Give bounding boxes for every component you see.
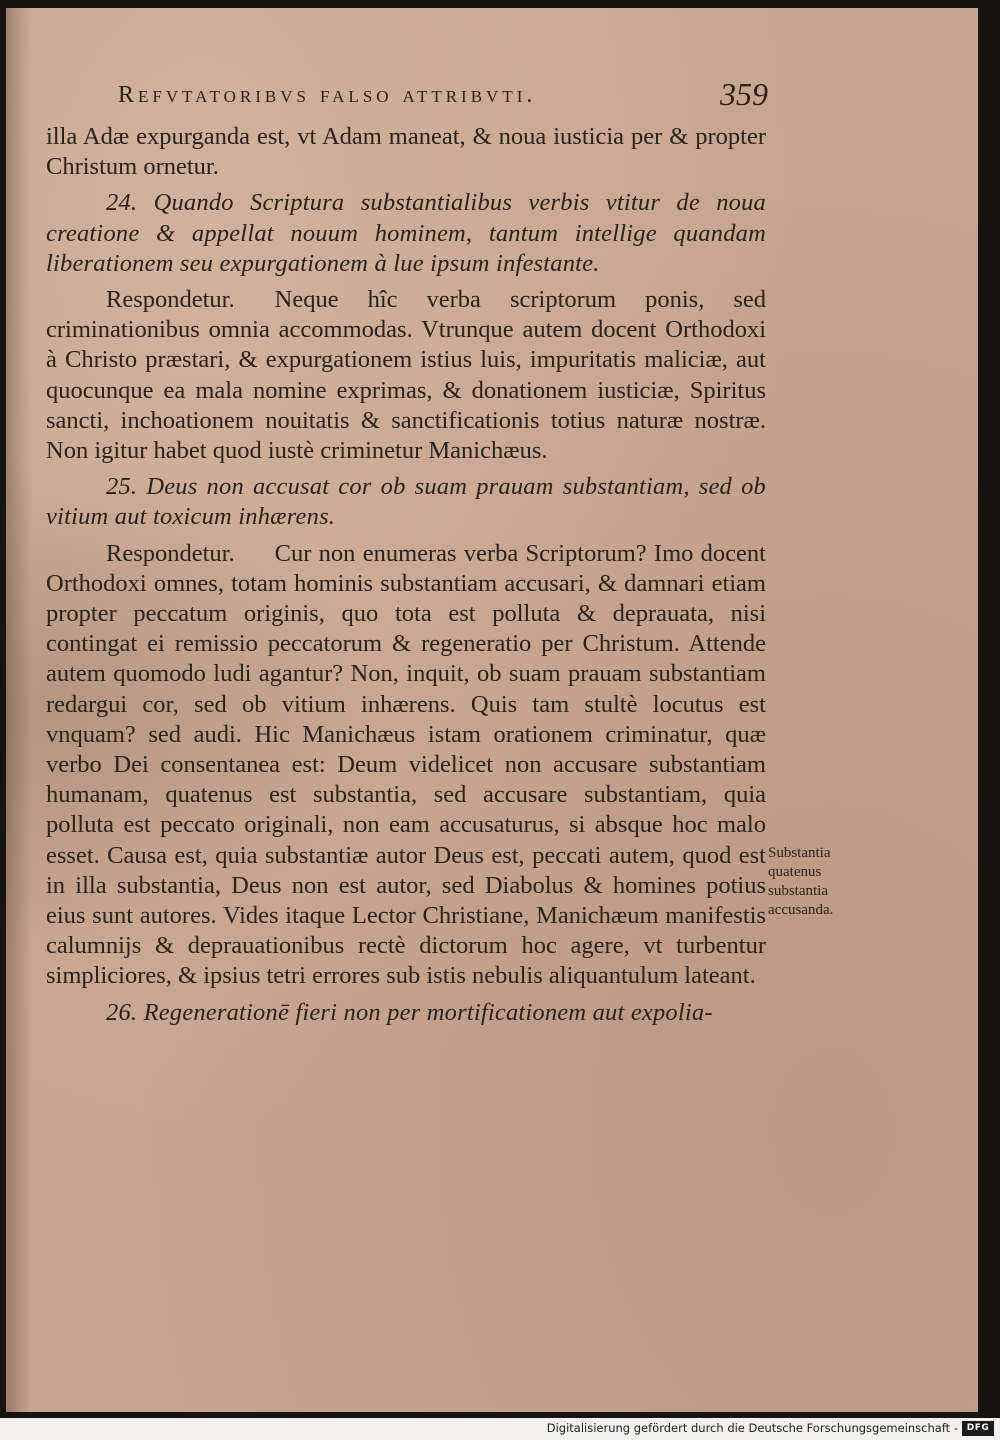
running-title: Refvtatoribvs falso attribvti.	[118, 82, 537, 108]
paragraph-text: illa Adæ expurganda est, vt Adam maneat, & noua iusticia per & propter Christum ornetur.	[46, 123, 766, 181]
thesis-25	[46, 472, 766, 532]
thesis-24	[46, 188, 766, 279]
body-text	[46, 122, 766, 1034]
thesis-number: 25.	[106, 473, 138, 501]
thesis-text: Quando Scriptura substantialibus verbis vtitur de noua creatione & appellat nouum hominem, tantum intellige quandam liberationem seu expurgationem à lue ipsum infestante.	[46, 189, 767, 277]
page-header	[118, 76, 768, 116]
marginal-note: Substantia quatenus substantia accusanda.	[768, 845, 834, 918]
thesis-text: Deus non accusat cor ob suam prauam substantiam, sed ob vitium aut toxicum inhærens.	[46, 473, 766, 531]
response-paragraph	[46, 539, 766, 992]
thesis-number: 24.	[106, 189, 138, 217]
response-paragraph	[46, 285, 766, 466]
dfg-logo-icon: DFG	[962, 1421, 994, 1436]
response-text: Cur non enumeras verba Scriptorum? Imo docent Orthodoxi omnes, totam hominis substantiam accusari, & damnari etiam propter peccatum originis, quo tota est polluta & deprauata, nisi contingat ei remissio peccatorum & regeneratio per Christum. Attende autem quomodo ludi agantur? Non, inquit, ob suam prauam substantiam redargui cor, sed ob vitium inhærens. Quis tam stultè locutus est vnquam? sed audi. Hic Manichæus istam orationem criminatur, quæ verbo Dei consentanea est: Deum videlicet non accusare substantiam humanam, quatenus est substantia, sed accusare substantiam, quia polluta est peccato originali, non eam accusaturus, si absque hoc malo esset. Causa est, quia substantiæ autor Deus est, peccati autem, quod est in illa substantia, Deus non est autor, sed Diabolus & homines potius eius sunt autores. Vides itaque Lector Christiane, Manichæum manifestis calumnijs & deprauationibus rectè dictorum hoc agere, vt turbentur simpliciores, & ipsius tetri errores sub istis nebulis aliquantulum lateant.	[46, 539, 766, 990]
book-page	[6, 8, 978, 1412]
page-number: 359	[720, 76, 768, 112]
response-lead: Respondetur.	[106, 539, 235, 567]
response-text: Neque hîc verba scriptorum ponis, sed criminationibus omnia accommodas. Vtrunque autem docent Orthodoxi à Christo præstari, & expurgationem istius luis, impuritatis maliciæ, aut quocunque ea mala nomine exprimas, & donationem iusticiæ, Spiritus sancti, inchoationem nouitatis & sanctificationis totius naturæ nostræ. Non igitur habet quod iustè criminetur Manichæus.	[46, 286, 766, 465]
response-lead: Respondetur.	[106, 286, 235, 314]
thesis-number: 26.	[106, 998, 138, 1026]
paragraph-continuation	[46, 122, 766, 182]
funding-credit: Digitalisierung gefördert durch die Deutsche Forschungsgemeinschaft -	[546, 1421, 958, 1435]
digitization-footer	[0, 1418, 1000, 1440]
thesis-26	[46, 998, 766, 1028]
thesis-text: Regenerationē fieri non per mortificationem aut expolia-	[143, 998, 713, 1026]
